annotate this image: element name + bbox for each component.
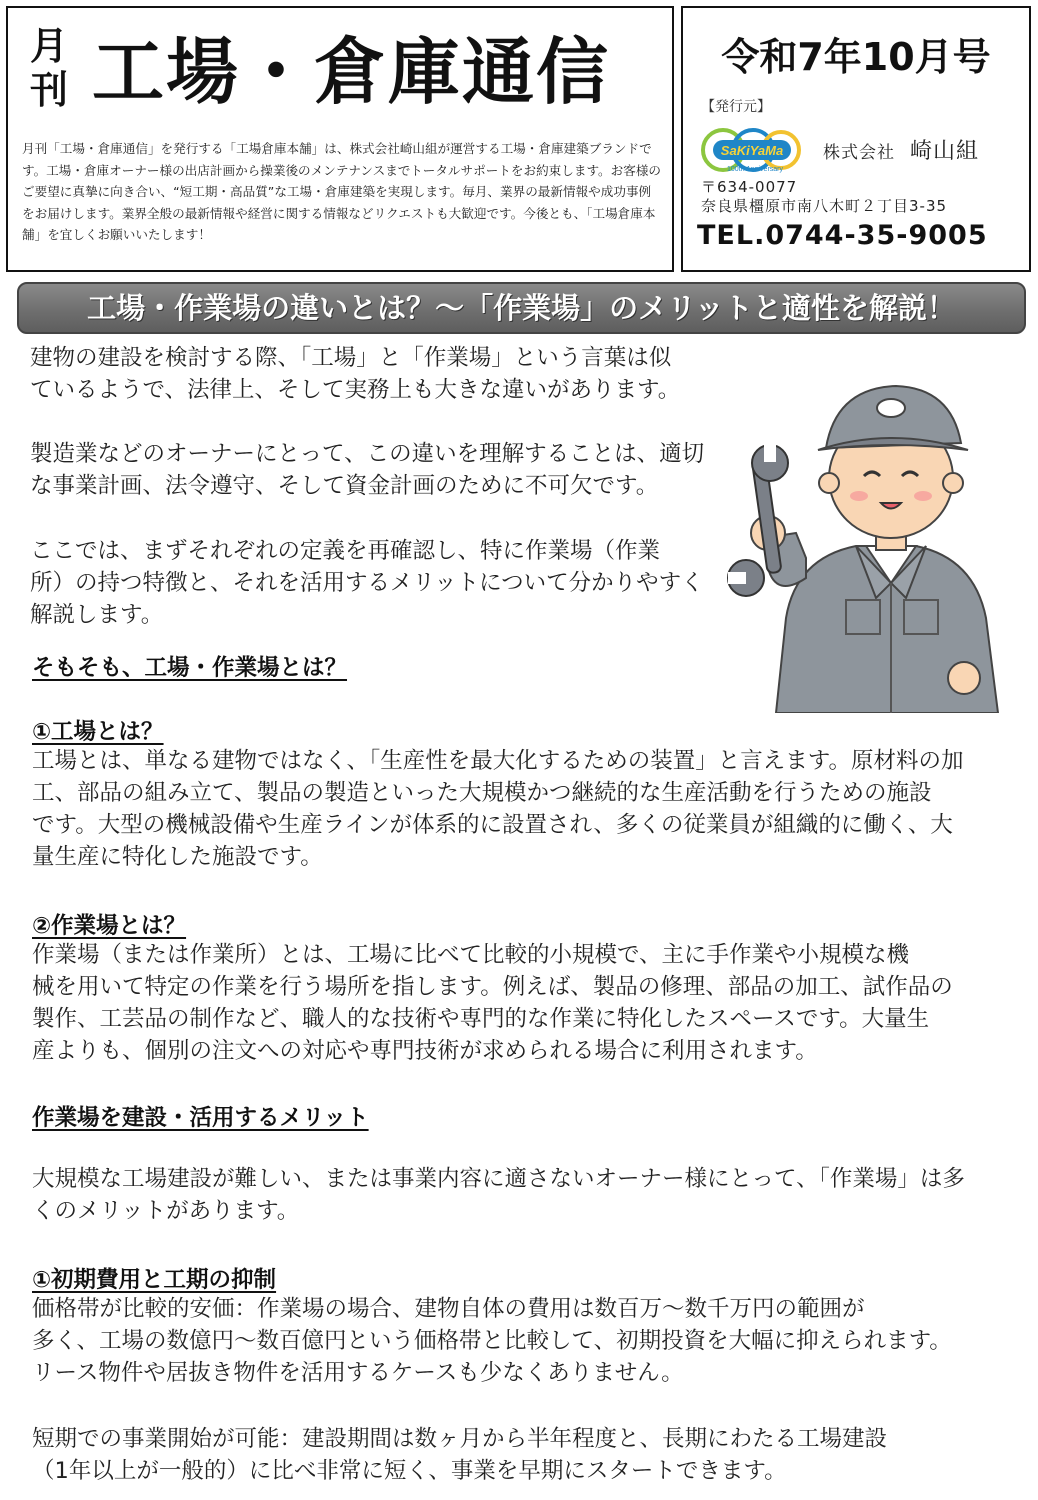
text-line: 建物の建設を検討する際、「工場」と「作業場」という言葉は似 [30,345,672,371]
text-line: 工、部品の組み立て、製品の製造といった大規模かつ継続的な生産活動を行うための施設 [32,780,932,806]
text-line: 所）の持つ特徴と、それを活用するメリットについて分かりやすく [30,570,704,596]
telephone: TEL.0744-35-9005 [697,220,988,251]
text-line: な事業計画、法令遵守、そして資金計画のために不可欠です。 [30,473,659,499]
postal-code: 〒634-0077 [701,178,798,196]
intro-paragraph-2 [30,438,704,502]
logo-text: SaKiYaMa [720,143,784,158]
text-line: 短期での事業開始が可能：建設期間は数ヶ月から半年程度と、長期にわたる工場建設 [32,1426,888,1452]
text-line: リース物件や居抜き物件を活用するケースも少なくありません。 [32,1360,684,1386]
issue-date: 令和7年10月号 [721,35,991,79]
intro-paragraph-3 [30,535,704,631]
text-line: 多く、工場の数億円～数百億円という価格帯と比較して、初期投資を大幅に抑えられます。 [32,1328,952,1354]
publisher-label: 【発行元】 [701,99,771,115]
text-line: 価格帯が比較的安価：作業場の場合、建物自体の費用は数百万～数千万円の範囲が [32,1296,865,1322]
monthly-label: 月刊 [29,24,68,112]
article-headline: 工場・作業場の違いとは？～「作業場」のメリットと適性を解説！ [17,282,1026,334]
logo-subtext: 100th Anniversary [726,166,784,173]
text-line: 量生産に特化した施設です。 [32,844,323,870]
company-name [823,134,979,165]
cost-heading: ①初期費用と工期の抑制 [32,1267,277,1293]
text-line: 製造業などのオーナーにとって、この違いを理解することは、適切 [30,441,705,467]
merits-heading: 作業場を建設・活用するメリット [32,1105,369,1131]
period-description [32,1423,887,1487]
factory-description [32,745,964,873]
sakiyama-logo-icon [701,126,801,176]
masthead [6,6,674,272]
text-line: 製作、工芸品の制作など、職人的な技術や専門的な作業に特化したスペースです。大量生 [32,1006,930,1032]
text-line: 解説します。 [30,602,164,628]
text-line: 工場とは、単なる建物ではなく、「生産性を最大化するための装置」と言えます。原材料の加 [32,748,964,774]
text-line: （1年以上が一般的）に比べ非常に短く、事業を早期にスタートできます。 [32,1458,787,1484]
text-line: 作業場（または作業所）とは、工場に比べて比較的小規模で、主に手作業や小規模な機 [32,942,910,968]
text-line: 大規模な工場建設が難しい、または事業内容に適さないオーナー様にとって、「作業場」は多 [32,1166,965,1192]
newsletter-title: 工場・倉庫通信 [92,30,611,114]
text-line: ここでは、まずそれぞれの定義を再確認し、特に作業場（作業 [30,538,661,564]
workshop-heading: ②作業場とは？ [32,913,187,939]
address-block [701,178,947,216]
text-line: くのメリットがあります。 [32,1198,300,1224]
masthead-intro: 月刊「工場・倉庫通信」を発行する「工場倉庫本舗」は、株式会社崎山組が運営する工場・倉庫建築ブランドです。工場・倉庫オーナー様の出店計画から操業後のメンテナンスまでトータルサポートをお約束します。お客様のご要望に真摯に向き合い、“短工期・高品質”な工場・倉庫建築を実現します。毎月、業界の最新情報や成功事例をお届けします。業界全般の最新情報や経営に関する情報などリクエストも大歓迎です。今後とも、「工場倉庫本舗」を宜しくお願いいたします！ [22,141,662,242]
text-line: 械を用いて特定の作業を行う場所を指します。例えば、製品の修理、部品の加工、試作品の [32,974,953,1000]
text-line: です。大型の機械設備や生産ラインが体系的に設置され、多くの従業員が組織的に働く、大 [32,812,953,838]
company-main: 崎山組 [910,139,980,164]
worker-with-wrench-icon [706,368,1006,713]
intro-paragraph-1 [30,342,680,406]
text-line: ているようで、法律上、そして実務上も大きな違いがあります。 [30,377,681,403]
issue-box [681,6,1031,272]
street-address: 奈良県橿原市南八木町２丁目3-35 [701,197,948,215]
cost-description [32,1293,952,1389]
definitions-heading: そもそも、工場・作業場とは？ [32,655,348,681]
text-line: 産よりも、個別の注文への対応や専門技術が求められる場合に利用されます。 [32,1038,818,1064]
company-prefix: 株式会社 [823,143,895,163]
workshop-description [32,939,953,1067]
factory-heading: ①工場とは？ [32,719,164,745]
merits-description [32,1163,965,1227]
